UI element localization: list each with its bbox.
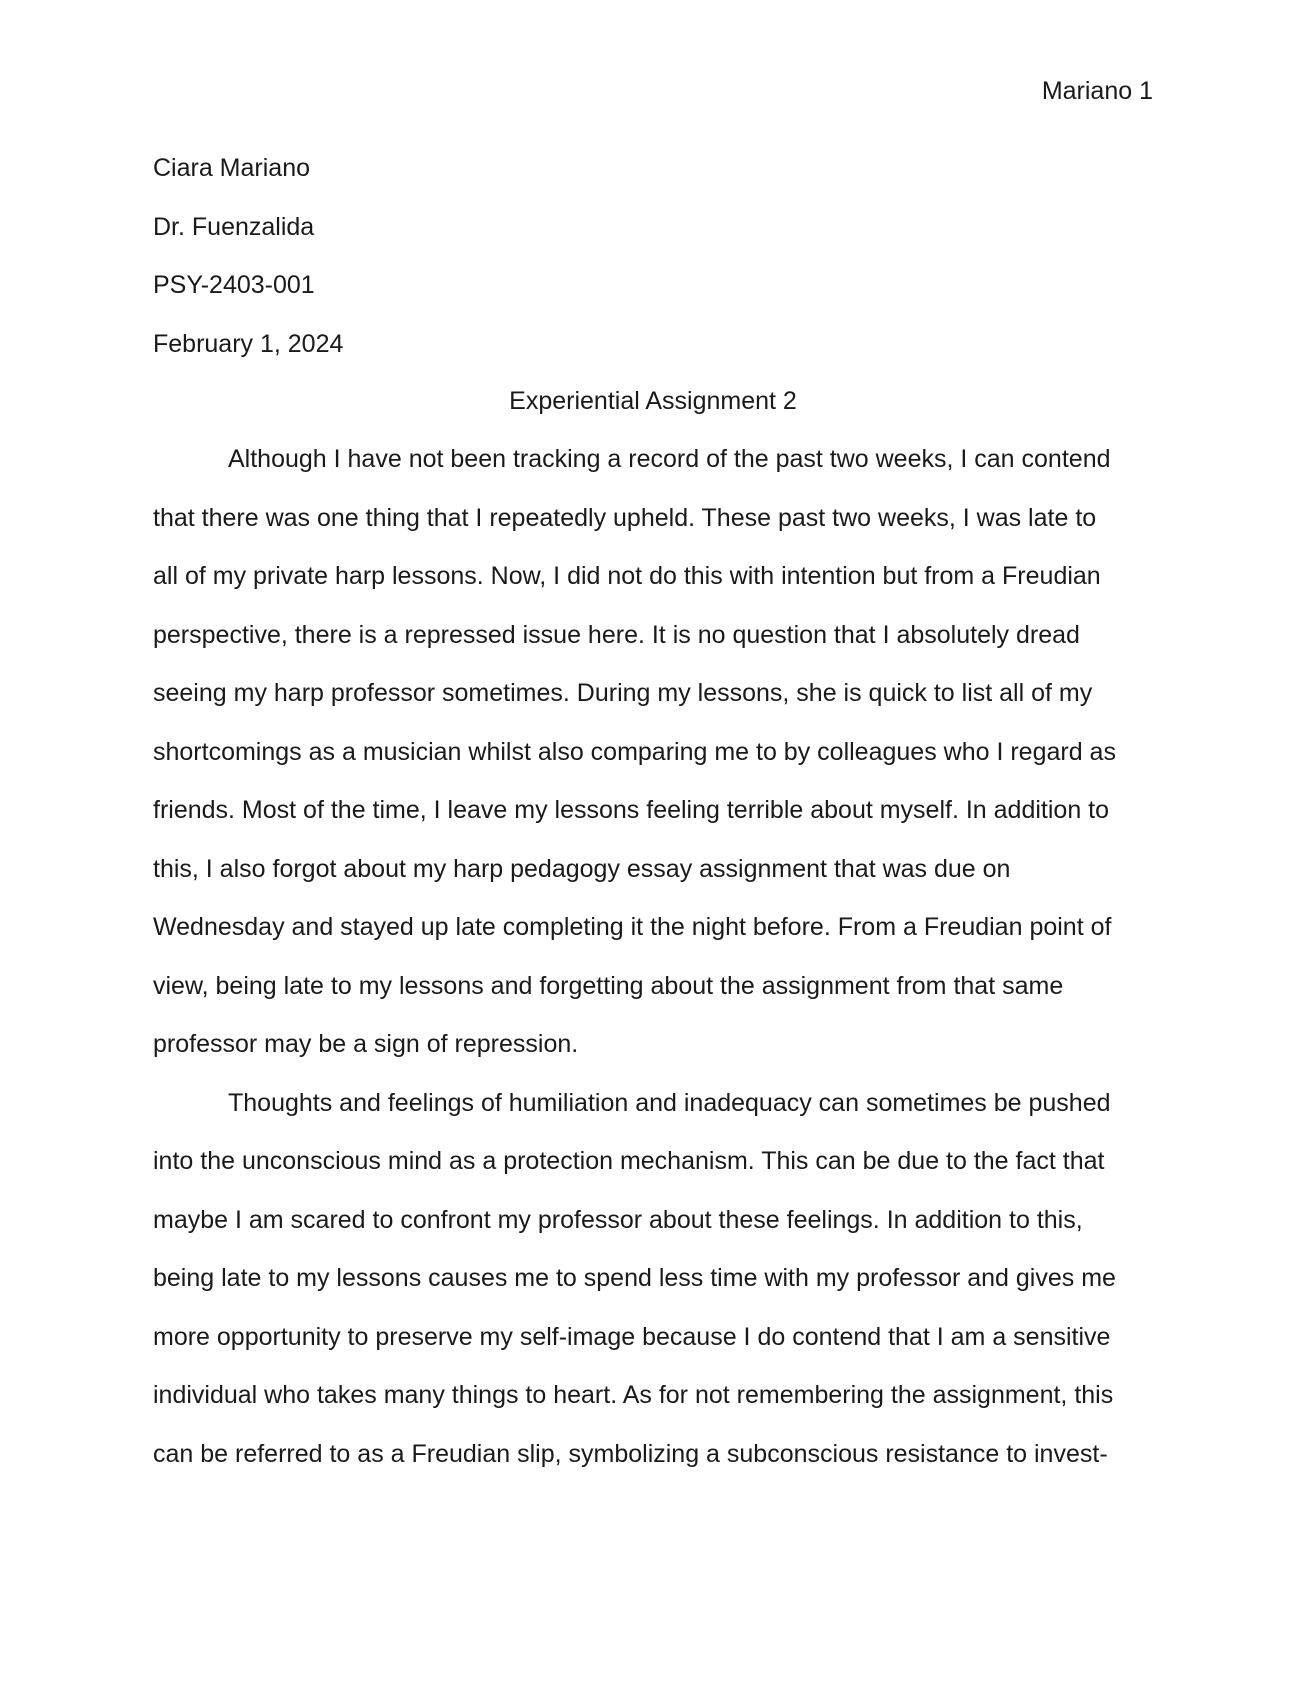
paragraph-2-line: into the unconscious mind as a protection mechanism. This can be due to the fact that	[153, 1147, 1105, 1175]
paragraph-1-line: professor may be a sign of repression.	[153, 1030, 579, 1058]
paragraph-1-line: perspective, there is a repressed issue here. It is no question that I absolutely dread	[153, 620, 1080, 649]
paragraph-1-line: view, being late to my lessons and forgetting about the assignment from that same	[153, 971, 1064, 1000]
paragraph-2-line: being late to my lessons causes me to spend less time with my professor and gives me	[153, 1264, 1116, 1292]
student-name: Ciara Mariano	[153, 154, 311, 182]
mla-heading	[153, 153, 1153, 387]
essay-body	[153, 444, 1153, 1497]
paragraph-1-line: Wednesday and stayed up late completing it the night before. From a Freudian point of	[153, 913, 1112, 941]
paragraph-1-line: that there was one thing that I repeatedly upheld. These past two weeks, I was late to	[153, 503, 1097, 532]
document-title: Experiential Assignment 2	[509, 387, 797, 415]
running-head: Mariano 1	[1041, 77, 1153, 105]
paragraph-1-line: friends. Most of the time, I leave my lessons feeling terrible about myself. In addition to	[153, 796, 1110, 824]
paragraph-1-line: seeing my harp professor sometimes. During my lessons, she is quick to list all of my	[153, 679, 1093, 707]
paragraph-1-line: all of my private harp lessons. Now, I did not do this with intention but from a Freudian	[153, 562, 1101, 590]
paragraph-2-line: maybe I am scared to confront my professor about these feelings. In addition to this,	[153, 1205, 1083, 1234]
paragraph-2-line: Thoughts and feelings of humiliation and inadequacy can sometimes be pushed	[228, 1088, 1111, 1117]
paragraph-1-line: shortcomings as a musician whilst also comparing me to by colleagues who I regard as	[153, 737, 1116, 766]
paragraph-1-line: Although I have not been tracking a record of the past two weeks, I can contend	[228, 445, 1111, 473]
paragraph-2-line: can be referred to as a Freudian slip, symbolizing a subconscious resistance to invest-	[153, 1439, 1108, 1468]
paragraph-2-line: individual who takes many things to heart. As for not remembering the assignment, this	[153, 1381, 1114, 1409]
course-code: PSY-2403-001	[153, 271, 315, 299]
submission-date: February 1, 2024	[153, 329, 344, 358]
instructor-name: Dr. Fuenzalida	[153, 212, 315, 241]
paragraph-2-line: more opportunity to preserve my self-image because I do contend that I am a sensitive	[153, 1322, 1111, 1351]
paragraph-1-line: this, I also forgot about my harp pedagogy essay assignment that was due on	[153, 854, 1011, 883]
